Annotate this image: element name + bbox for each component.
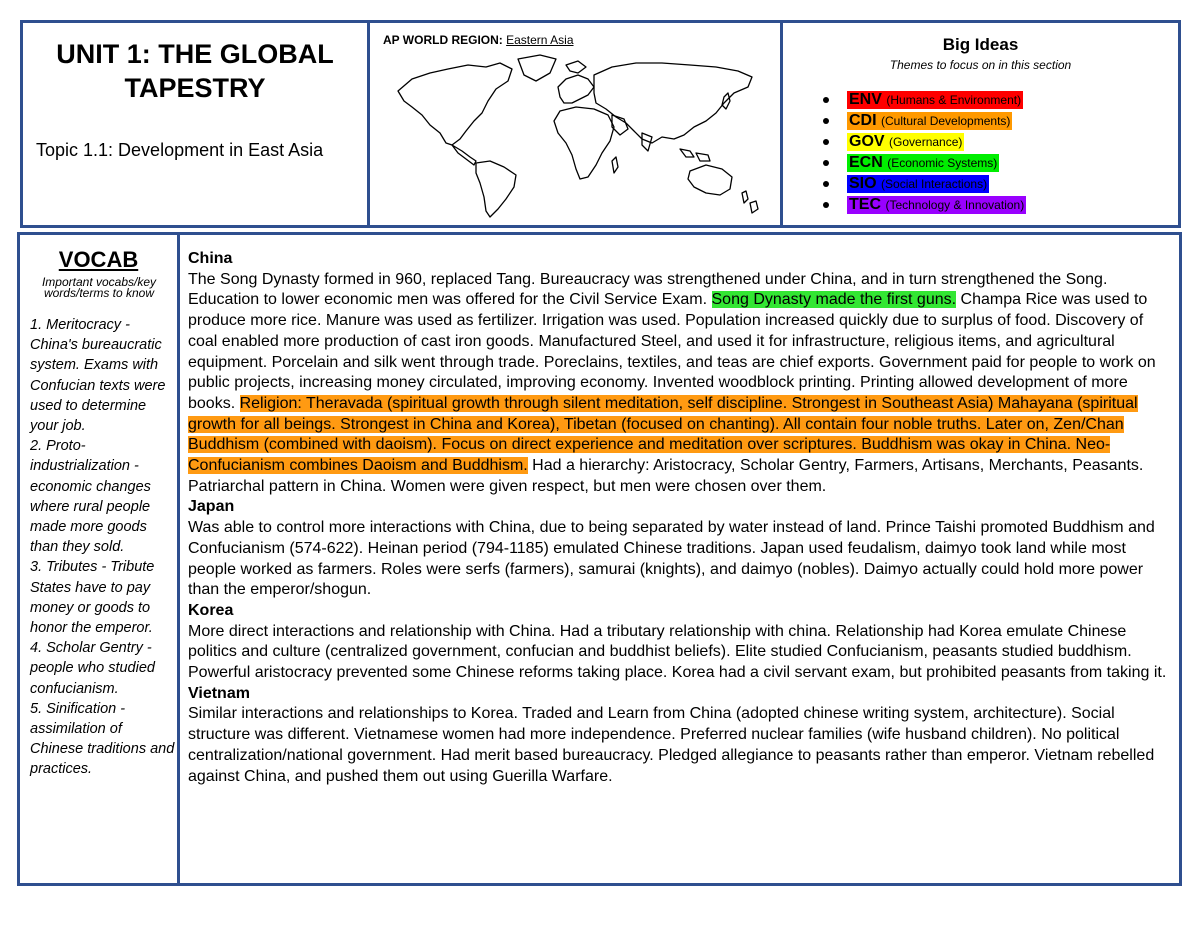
theme-highlight xyxy=(847,112,1012,130)
vocab-item: 4. Scholar Gentry - people who studied confucianism. xyxy=(30,640,155,697)
title-panel xyxy=(20,20,370,228)
theme-code: ECN xyxy=(849,154,883,171)
vocab-item: 1. Meritocracy - China's bureaucratic system. Exams with Confucian texts were used to determine your job. xyxy=(30,317,166,435)
theme-item xyxy=(821,110,1026,131)
vocab-item: 3. Tributes - Tribute States have to pay money or goods to honor the emperor. xyxy=(30,559,155,637)
region-name: Eastern Asia xyxy=(506,33,574,47)
big-ideas-title: Big Ideas xyxy=(942,35,1019,54)
theme-desc: (Social Interactions) xyxy=(881,177,988,191)
theme-highlight xyxy=(847,133,964,151)
theme-highlight xyxy=(847,91,1023,109)
section-heading-china: China xyxy=(188,250,233,267)
theme-code: GOV xyxy=(849,133,885,150)
theme-item xyxy=(821,152,1026,173)
theme-desc: (Economic Systems) xyxy=(887,156,998,170)
vocab-item: 5. Sinification - assimilation of Chinese traditions and practices. xyxy=(30,700,175,778)
china-paragraph-3: Had a hierarchy: Aristocracy, Scholar Gentry, Farmers, Artisans, Merchants, Peasants. Patriarchal pattern in China. Women were given respect, but men were chosen over them. xyxy=(188,457,1144,495)
china-paragraph-2: Champa Rice was used to produce more rice. Manure was used as fertilizer. Irrigation was used. Population increased quickly due to surplus of food. Discovery of coal enabled more production of cast iron goods. Manufactured Steel, and used it for infrastructure, religious items, and agricultural equipment. Porcelain and silk went through trade. Poreclains, textiles, and teas are chief exports. Government paid for people to work on public projects, increasing money circulated, improving economy. Invented woodblock printing. Printing allowed development of more books. xyxy=(188,291,1156,412)
section-text-korea: More direct interactions and relationship with China. Had a tributary relationship with china. Relationship had Korea emulate Chinese politics and culture (centralized government, confucian and buddhist beliefs). Elite studied Confucianism, peasants studied buddhism. Powerful aristocracy prevented some Chinese reforms taking place. Korea had a civil servant exam, but prohibited peasants from taking it. xyxy=(188,622,1167,682)
vocab-list xyxy=(30,315,176,780)
theme-desc: (Technology & Innovation) xyxy=(885,198,1025,212)
section-text-japan: Was able to control more interactions with China, due to being separated by water instead of land. Prince Taishi promoted Buddhism and Confucianism (574-622). Heinan period (794-1185) emulated Chinese traditions. Japan used feudalism, daimyo took land while most people worked as farmers. Roles were serfs (farmers), samurai (knights), and daimyo (nobles). Daimyo actually could hold more power than the emperor/shogun. xyxy=(188,519,1155,599)
world-map-icon xyxy=(390,53,762,221)
section-heading-vietnam: Vietnam xyxy=(188,684,250,702)
highlight-green: Song Dynasty made the first guns. xyxy=(711,291,957,309)
china-paragraph-1: The Song Dynasty formed in 960, replaced Tang. Bureaucracy was strengthened under China, and in turn strengthened the Song. Education to lower economic men was offered for the Civil Service Exam. xyxy=(188,270,1108,309)
vocab-subtitle: Important vocabs/key words/terms to know xyxy=(41,275,157,300)
theme-item xyxy=(821,194,1026,215)
theme-desc: (Humans & Environment) xyxy=(886,93,1022,107)
theme-highlight xyxy=(847,175,989,193)
section-heading-japan: Japan xyxy=(188,498,235,516)
theme-item xyxy=(821,89,1026,110)
notes-body xyxy=(188,249,1173,787)
big-ideas-subtitle: Themes to focus on in this section xyxy=(889,58,1072,72)
theme-highlight xyxy=(847,196,1026,214)
region-label xyxy=(383,33,574,47)
big-ideas-panel xyxy=(780,20,1181,228)
unit-title: UNIT 1: THE GLOBAL TAPESTRY xyxy=(56,39,334,103)
theme-item xyxy=(821,173,1026,194)
theme-code: SIO xyxy=(849,175,877,192)
topic-label: Topic 1.1: Development in East Asia xyxy=(36,140,324,160)
theme-code: CDI xyxy=(849,112,877,129)
highlight-orange: Religion: Theravada (spiritual growth through silent meditation, self discipline. Strongest in Southeast Asia) Mahayana (spiritual growth for all beings. Strongest in China and Korea), Tibetan (focused on chanting). All contain four noble truths. Later on, Zen/Chan Buddhism (combined with daoism). Focus on direct experience and meditation over scriptures. Buddhism was okay in China. Neo-Confucianism combines Daoism and Buddhism. xyxy=(188,394,1138,475)
section-text-vietnam: Similar interactions and relationships to Korea. Traded and Learn from China (adopted chinese writing system, architecture). Social structure was different. Vietnamese women had more independence. Preferred nuclear families (wife husband children). No political centralization/national government. Had merit based bureaucracy. Pledged allegiance to peasants rather than emperor. Vietnam rebelled against China, and pushed them out using Guerilla Warfare. xyxy=(188,705,1155,785)
vocab-title: VOCAB xyxy=(58,247,139,272)
theme-code: ENV xyxy=(849,91,882,108)
section-text-china xyxy=(188,270,1173,498)
vocab-panel xyxy=(17,232,180,886)
region-label-text: AP WORLD REGION: xyxy=(383,33,503,47)
notes-panel xyxy=(177,232,1182,886)
theme-highlight xyxy=(847,154,999,172)
theme-desc: (Governance) xyxy=(889,135,963,149)
region-map-panel xyxy=(367,20,783,228)
themes-list xyxy=(821,89,1026,215)
theme-desc: (Cultural Developments) xyxy=(881,114,1011,128)
theme-item xyxy=(821,131,1026,152)
vocab-item: 2. Proto-industrialization - economic changes where rural people made more goods than they sold. xyxy=(30,438,151,556)
section-heading-korea: Korea xyxy=(188,601,234,619)
theme-code: TEC xyxy=(849,196,881,213)
